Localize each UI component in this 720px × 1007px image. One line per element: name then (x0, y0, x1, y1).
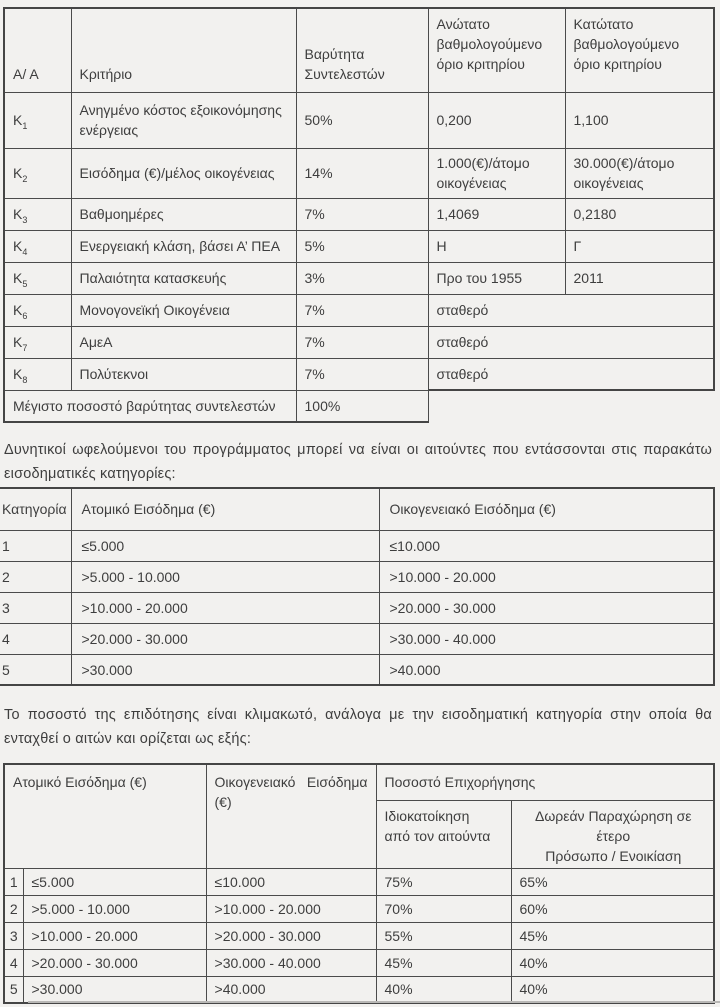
cell-upper: 1.000(€)/άτομο οικογένειας (428, 148, 565, 198)
income-categories-table (0, 487, 715, 686)
cell-criterion: Ενεργειακή κλάση, βάσει Α’ ΠΕΑ (71, 230, 296, 262)
table-row-k8 (4, 358, 714, 390)
cell-individual: ≤5.000 (71, 530, 379, 561)
cell-upper: Η (428, 230, 565, 262)
cell-weight: 7% (296, 358, 428, 390)
cell-criterion: Μονογονεϊκή Οικογένεια (71, 294, 296, 326)
cell-individual: >20.000 - 30.000 (71, 623, 379, 654)
footer-total-weight: 100% (296, 390, 428, 422)
table-row (0, 623, 714, 654)
table-row (4, 976, 714, 1003)
table-row (0, 530, 714, 561)
subsidy-rate-paragraph: Το ποσοστό της επιδότησης είναι κλιμακωτό, ανάλογα με την εισοδηματική κατηγορία στην οποία θα ενταχθεί ο αιτών και ορίζεται ως εξής: (4, 707, 712, 747)
cell-individual: >5.000 - 10.000 (23, 895, 206, 922)
cutoff-table-edge (28, 1001, 720, 1003)
cell-family: >40.000 (206, 976, 376, 1003)
cell-category: 1 (0, 530, 71, 561)
grant-percentage-table (3, 763, 715, 1004)
footer-label: Μέγιστο ποσοστό βαρύτητας συντελεστών (4, 390, 296, 422)
cell-lower: 30.000(€)/άτομο οικογένειας (565, 148, 714, 198)
cell-weight: 50% (296, 92, 428, 148)
cell-weight: 7% (296, 294, 428, 326)
header-category: Κατηγορία (0, 488, 71, 530)
cell-family: >40.000 (379, 654, 714, 685)
header-family-line2: (€) (214, 794, 232, 810)
cell-individual: >5.000 - 10.000 (71, 561, 379, 592)
cell-weight: 3% (296, 262, 428, 294)
cell-family: ≤10.000 (379, 530, 714, 561)
table-footer-row (4, 390, 714, 422)
cell-lower: Γ (565, 230, 714, 262)
cell-num: 4 (4, 949, 23, 976)
criteria-weights-table (3, 7, 715, 423)
cell-individual: >30.000 (23, 976, 206, 1003)
cell-id: $K_4$ (4, 230, 71, 262)
table-row (0, 654, 714, 685)
cell-free-rate: 40% (511, 976, 714, 1003)
table-row (4, 949, 714, 976)
cell-id: $K_3$ (4, 198, 71, 230)
cell-id: $K_2$ (4, 148, 71, 198)
cell-num: 5 (4, 976, 23, 1003)
table-row-k6 (4, 294, 714, 326)
cell-criterion: ΑμεΑ (71, 326, 296, 358)
cell-criterion: Ανηγμένο κόστος εξοικονόμησης ενέργειας (71, 92, 296, 148)
cell-criterion: Πολύτεκνοι (71, 358, 296, 390)
cell-fixed-value: σταθερό (428, 294, 714, 326)
header-weight: Βαρύτητα Συντελεστών (296, 8, 428, 92)
cell-family: >20.000 - 30.000 (206, 922, 376, 949)
cell-individual: >10.000 - 20.000 (71, 592, 379, 623)
table-row-k5 (4, 262, 714, 294)
cell-weight: 5% (296, 230, 428, 262)
subheader-free-concession: Δωρεάν Παραχώρηση σε έτερο Πρόσωπο / Ενοικίαση (511, 800, 714, 868)
cell-lower: 0,2180 (565, 198, 714, 230)
cell-free-rate: 40% (511, 949, 714, 976)
header-individual-income: Ατομικό Εισόδημα (€) (71, 488, 379, 530)
cell-id: $K_1$ (4, 92, 71, 148)
cell-family: >10.000 - 20.000 (206, 895, 376, 922)
cell-fixed-value: σταθερό (428, 326, 714, 358)
table-row-k3 (4, 198, 714, 230)
subheader-owner-occupied: Ιδιοκατοίκηση από τον αιτούντα (376, 800, 511, 868)
header-upper-limit: Ανώτατο βαθμολογούμενο όριο κριτηρίου (428, 8, 565, 92)
cell-num: 3 (4, 922, 23, 949)
empty-region (428, 390, 714, 422)
table-row (4, 895, 714, 922)
header-lower-limit: Κατώτατο βαθμολογούμενο όριο κριτηρίου (565, 8, 714, 92)
cell-family: >30.000 - 40.000 (379, 623, 714, 654)
table-row-k7 (4, 326, 714, 358)
cell-category: 5 (0, 654, 71, 685)
header-grant-percentage: Ποσοστό Επιχορήγησης (376, 764, 714, 800)
cell-owner-rate: 70% (376, 895, 511, 922)
table-row (0, 561, 714, 592)
table-row-k1 (4, 92, 714, 148)
table-row-k2 (4, 148, 714, 198)
cell-id: $K_5$ (4, 262, 71, 294)
cell-individual: >10.000 - 20.000 (23, 922, 206, 949)
cell-family: >20.000 - 30.000 (379, 592, 714, 623)
cell-individual: >20.000 - 30.000 (23, 949, 206, 976)
table-header-row (0, 488, 714, 530)
cell-category: 4 (0, 623, 71, 654)
table-header-row (4, 764, 714, 800)
cell-free-rate: 45% (511, 922, 714, 949)
cell-family: >10.000 - 20.000 (379, 561, 714, 592)
cell-free-rate: 60% (511, 895, 714, 922)
cell-individual: ≤5.000 (23, 868, 206, 895)
cell-lower: 1,100 (565, 92, 714, 148)
cell-fixed-value: σταθερό (428, 358, 714, 390)
table-row-k4 (4, 230, 714, 262)
header-criterion: Κριτήριο (71, 8, 296, 92)
cell-upper: 1,4069 (428, 198, 565, 230)
header-individual-income: Ατομικό Εισόδημα (€) (4, 764, 206, 868)
header-num: Α/ Α (4, 8, 71, 92)
beneficiaries-paragraph: Δυνητικοί ωφελούμενοι του προγράμματος μπορεί να είναι οι αιτούντες που εντάσσονται στις παρακάτω εισοδηματικές κατηγορίες: (4, 442, 712, 482)
cell-category: 3 (0, 592, 71, 623)
cell-weight: 7% (296, 326, 428, 358)
cell-owner-rate: 55% (376, 922, 511, 949)
cell-criterion: Παλαιότητα κατασκευής (71, 262, 296, 294)
cell-family: ≤10.000 (206, 868, 376, 895)
cell-num: 1 (4, 868, 23, 895)
cell-weight: 7% (296, 198, 428, 230)
cell-owner-rate: 75% (376, 868, 511, 895)
cell-category: 2 (0, 561, 71, 592)
cell-lower: 2011 (565, 262, 714, 294)
cell-num: 2 (4, 895, 23, 922)
cell-individual: >30.000 (71, 654, 379, 685)
cell-id: $K_8$ (4, 358, 71, 390)
header-family-income: Οικογενειακό Εισόδημα (€) (379, 488, 714, 530)
cell-weight: 14% (296, 148, 428, 198)
header-family-income (206, 764, 376, 868)
cell-upper: Προ του 1955 (428, 262, 565, 294)
cell-owner-rate: 40% (376, 976, 511, 1003)
cell-owner-rate: 45% (376, 949, 511, 976)
cell-free-rate: 65% (511, 868, 714, 895)
table-row (0, 592, 714, 623)
cell-id: $K_6$ (4, 294, 71, 326)
cell-id: $K_7$ (4, 326, 71, 358)
cell-family: >30.000 - 40.000 (206, 949, 376, 976)
table-row (4, 868, 714, 895)
cell-criterion: Βαθμοημέρες (71, 198, 296, 230)
header-family-line1: Οικογενειακό Εισόδημα (214, 774, 368, 790)
table-header-row (4, 8, 714, 92)
table-row (4, 922, 714, 949)
cell-upper: 0,200 (428, 92, 565, 148)
cell-criterion: Εισόδημα (€)/μέλος οικογένειας (71, 148, 296, 198)
